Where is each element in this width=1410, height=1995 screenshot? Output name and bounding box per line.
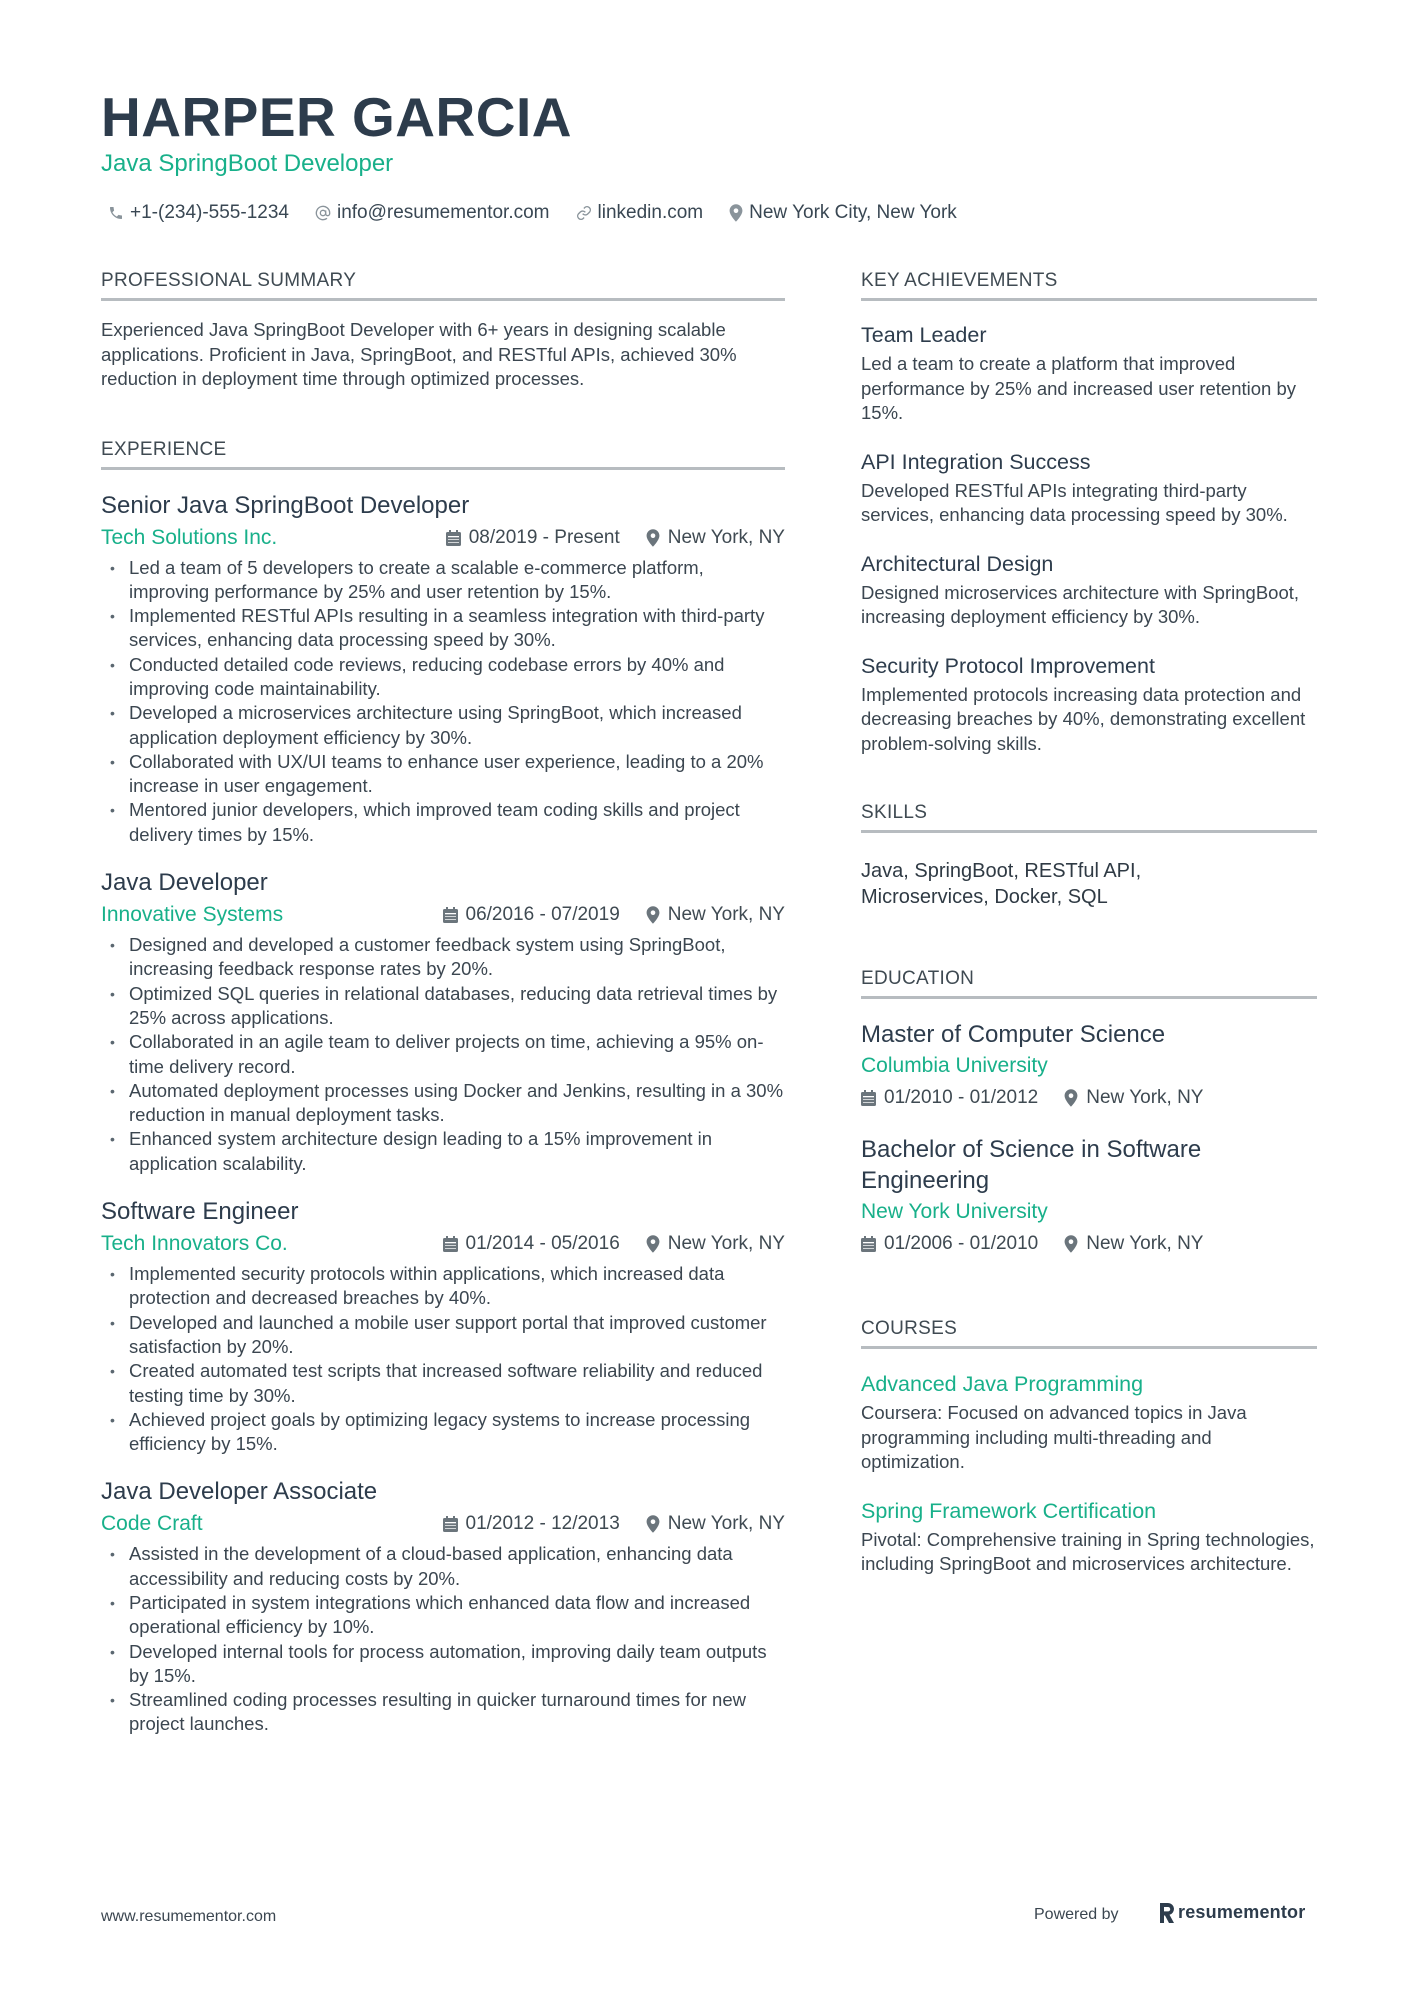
skills-line: Java, SpringBoot, RESTful API,: [861, 860, 1142, 882]
summary-text: Experienced Java SpringBoot Developer with 6+ years in designing scalable applications. Proficient in Java, SpringBoot, and RESTful APIs, achieved 30% reduction in deployment time through optimized processes.: [101, 319, 737, 389]
job-entry: [101, 1196, 785, 1456]
location-pin-icon: [646, 1235, 660, 1253]
calendar-icon: [443, 1516, 458, 1532]
job-meta: [101, 522, 785, 554]
job-entry: [101, 1476, 785, 1736]
job-dates: [446, 527, 620, 549]
achievement-text: Developed RESTful APIs integrating third-party services, enhancing data processing speed by 30%.: [861, 479, 1288, 525]
course-text: Coursera: Focused on advanced topics in Java programming including multi-threading and optimization.: [861, 1402, 1247, 1472]
bullet-item: • Led a team of 5 developers to create a scalable e-commerce platform, improving performance by 25% and user retention by 15%.: [101, 556, 785, 605]
job-meta: [101, 1508, 785, 1540]
education-location-text: New York, NY: [1086, 1233, 1204, 1254]
job-title: Software Engineer: [101, 1198, 299, 1226]
bullet-item: • Developed a microservices architecture using SpringBoot, which increased application deployment efficiency by 30%.: [101, 701, 785, 750]
bullet-item: • Collaborated with UX/UI teams to enhance user experience, leading to a 20% increase in user engagement.: [101, 750, 785, 799]
job-bullets: [101, 933, 785, 1176]
calendar-icon: [446, 530, 461, 546]
courses-heading: COURSES: [861, 1316, 1317, 1349]
job-bullets: [101, 556, 785, 848]
job-title: Senior Java SpringBoot Developer: [101, 491, 470, 519]
job-company: Tech Solutions Inc.: [101, 525, 278, 549]
at-icon: [315, 205, 331, 221]
contact-email[interactable]: [315, 202, 550, 224]
education-degree: Master of Computer Science: [861, 1021, 1166, 1048]
education-item: [861, 1134, 1317, 1260]
achievements-heading: KEY ACHIEVEMENTS: [861, 268, 1317, 301]
bullet-item: • Collaborated in an agile team to deliver projects on time, achieving a 95% on-time delivery record.: [101, 1030, 785, 1079]
location-pin-icon: [646, 529, 660, 547]
job-location-text: New York, NY: [667, 1233, 785, 1255]
location-pin-icon: [1064, 1235, 1078, 1253]
skills-list: [861, 858, 1317, 910]
location-text: New York City, New York: [749, 202, 957, 223]
skills-line: Microservices, Docker, SQL: [861, 886, 1108, 908]
left-column: [101, 268, 785, 1737]
job-company: Innovative Systems: [101, 903, 284, 927]
job-title: Java Developer: [101, 869, 268, 897]
location-pin-icon: [1064, 1089, 1078, 1107]
location-pin-icon: [646, 1515, 660, 1533]
bullet-item: • Enhanced system architecture design leading to a 15% improvement in application scalability.: [101, 1127, 785, 1176]
location-pin-icon: [646, 906, 660, 924]
job-bullets: [101, 1542, 785, 1736]
resumementor-logo-icon: [1158, 1903, 1174, 1923]
achievement-text: Designed microservices architecture with SpringBoot, increasing deployment efficiency by 30%.: [861, 581, 1300, 627]
course-text: Pivotal: Comprehensive training in Spring technologies, including SpringBoot and microservices architecture.: [861, 1528, 1315, 1574]
job-dates-text: 01/2014 - 05/2016: [465, 1233, 620, 1255]
contact-linkedin[interactable]: [576, 202, 704, 224]
bullet-item: • Automated deployment processes using Docker and Jenkins, resulting in a 30% reduction in manual deployment tasks.: [101, 1079, 785, 1128]
contact-bar: [108, 198, 983, 228]
education-dates: [861, 1233, 1038, 1255]
education-degree: Bachelor of Science in Software Engineering: [861, 1136, 1202, 1194]
job-entry: [101, 490, 785, 848]
job-location-text: New York, NY: [667, 1513, 785, 1535]
contact-phone[interactable]: [108, 202, 289, 224]
education-location-text: New York, NY: [1086, 1087, 1204, 1108]
contact-location: [729, 202, 957, 224]
bullet-item: • Optimized SQL queries in relational databases, reducing data retrieval times by 25% across applications.: [101, 982, 785, 1031]
bullet-item: • Implemented RESTful APIs resulting in a seamless integration with third-party services, enhancing data processing speed by 30%.: [101, 604, 785, 653]
calendar-icon: [861, 1090, 876, 1106]
achievement-item: [861, 447, 1317, 528]
footer-url[interactable]: www.resumementor.com: [101, 1908, 277, 1925]
job-dates: [443, 904, 620, 926]
achievement-text: Led a team to create a platform that improved performance by 25% and increased user retention by 15%.: [861, 353, 1297, 423]
bullet-item: • Assisted in the development of a cloud-based application, enhancing data accessibility and reducing costs by 20%.: [101, 1542, 785, 1591]
phone-icon: [108, 205, 124, 221]
job-location: [646, 1233, 785, 1255]
right-column: [861, 268, 1317, 1577]
job-location: [646, 904, 785, 926]
education-meta: [861, 1082, 1317, 1114]
footer-brand-logo[interactable]: [1158, 1902, 1305, 1923]
course-item: [861, 1496, 1317, 1577]
job-bullets: [101, 1262, 785, 1456]
job-dates-text: 06/2016 - 07/2019: [465, 904, 620, 926]
email-text: info@resumementor.com: [336, 202, 550, 223]
bullet-item: • Developed internal tools for process automation, improving daily team outputs by 15%.: [101, 1640, 785, 1689]
education-school: Columbia University: [861, 1054, 1048, 1077]
bullet-item: • Streamlined coding processes resulting in quicker turnaround times for new project launches.: [101, 1688, 785, 1737]
job-dates-text: 08/2019 - Present: [468, 526, 620, 548]
bullet-item: • Created automated test scripts that increased software reliability and reduced testing time by 30%.: [101, 1359, 785, 1408]
education-heading: EDUCATION: [861, 966, 1317, 999]
education-location: [1064, 1233, 1203, 1255]
bullet-item: • Achieved project goals by optimizing legacy systems to increase processing efficiency by 15%.: [101, 1408, 785, 1457]
job-dates: [443, 1513, 620, 1535]
bullet-item: • Developed and launched a mobile user support portal that improved customer satisfaction by 20%.: [101, 1311, 785, 1360]
education-dates: [861, 1087, 1038, 1109]
calendar-icon: [443, 907, 458, 923]
job-dates: [443, 1233, 620, 1255]
footer-powered-by: Powered by: [1034, 1906, 1119, 1923]
education-meta: [861, 1228, 1317, 1260]
job-company: Tech Innovators Co.: [101, 1232, 288, 1256]
linkedin-text: linkedin.com: [597, 202, 704, 223]
bullet-item: • Mentored junior developers, which improved team coding skills and project delivery times by 15%.: [101, 798, 785, 847]
achievement-title: API Integration Success: [861, 449, 1091, 474]
skills-heading: SKILLS: [861, 800, 1317, 833]
link-icon: [576, 205, 592, 221]
job-location-text: New York, NY: [667, 526, 785, 548]
phone-text: +1-(234)-555-1234: [130, 202, 289, 223]
job-location: [646, 1513, 785, 1535]
bullet-item: • Conducted detailed code reviews, reducing codebase errors by 40% and improving code maintainability.: [101, 653, 785, 702]
course-title: Advanced Java Programming: [861, 1372, 1144, 1396]
achievement-text: Implemented protocols increasing data protection and decreasing breaches by 40%, demonstrating excellent problem-solving skills.: [861, 683, 1306, 754]
job-location-text: New York, NY: [667, 904, 785, 926]
bullet-item: • Designed and developed a customer feedback system using SpringBoot, increasing feedback response rates by 20%.: [101, 933, 785, 982]
achievement-item: [861, 651, 1317, 757]
job-company: Code Craft: [101, 1512, 203, 1536]
job-meta: [101, 1228, 785, 1260]
experience-heading: EXPERIENCE: [101, 437, 785, 470]
education-dates-text: 01/2010 - 01/2012: [884, 1087, 1039, 1108]
job-entry: [101, 867, 785, 1176]
calendar-icon: [861, 1236, 876, 1252]
education-dates-text: 01/2006 - 01/2010: [884, 1233, 1039, 1254]
education-item: [861, 1019, 1317, 1114]
bullet-item: • Implemented security protocols within applications, which increased data protection and decreased breaches by 40%.: [101, 1262, 785, 1311]
footer-brand-text: resumementor: [1178, 1902, 1306, 1922]
course-item: [861, 1369, 1317, 1475]
job-location: [646, 527, 785, 549]
job-title: Java Developer Associate: [101, 1478, 378, 1506]
achievement-title: Architectural Design: [861, 551, 1054, 576]
education-location: [1064, 1087, 1203, 1109]
location-pin-icon: [729, 204, 743, 222]
bullet-item: • Participated in system integrations which enhanced data flow and increased operational efficiency by 10%.: [101, 1591, 785, 1640]
education-school: New York University: [861, 1200, 1048, 1223]
candidate-role: Java SpringBoot Developer: [101, 150, 394, 177]
summary-heading: PROFESSIONAL SUMMARY: [101, 268, 785, 301]
achievement-item: [861, 549, 1317, 630]
achievement-title: Security Protocol Improvement: [861, 653, 1155, 678]
achievement-title: Team Leader: [861, 323, 987, 347]
calendar-icon: [443, 1236, 458, 1252]
achievement-item: [861, 320, 1317, 426]
job-meta: [101, 899, 785, 931]
course-title: Spring Framework Certification: [861, 1498, 1157, 1523]
candidate-name: HARPER GARCIA: [101, 86, 572, 148]
job-dates-text: 01/2012 - 12/2013: [465, 1513, 620, 1535]
